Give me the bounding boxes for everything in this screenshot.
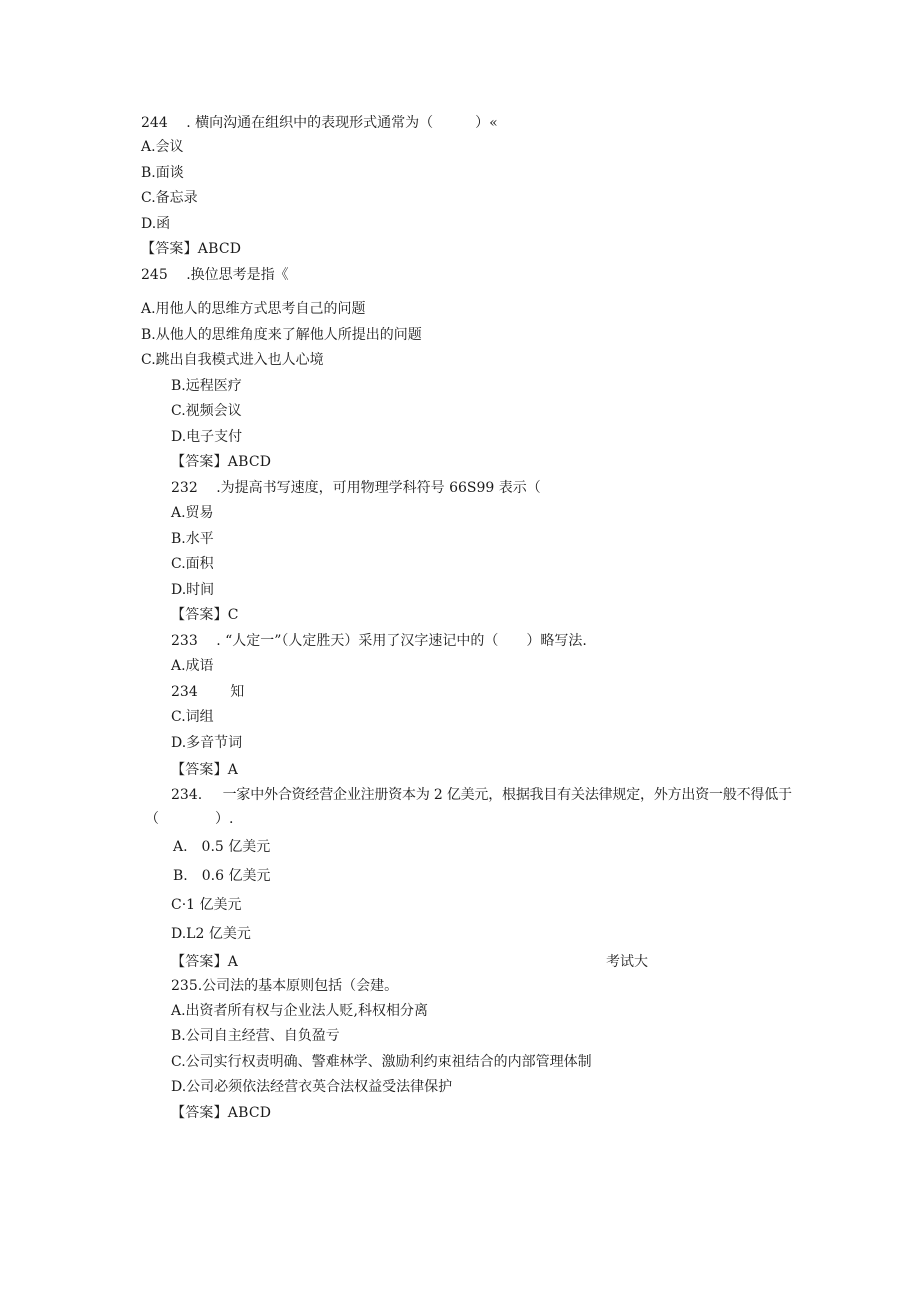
- answer: 【答案】C: [171, 607, 239, 623]
- option-c: C.词组: [171, 709, 214, 725]
- side-note: 考试大: [606, 954, 648, 970]
- option-a: A.用他人的思维方式思考自己的问题: [141, 301, 366, 317]
- option-d: D.公司必须依法经营衣英合法权益受法律保护: [171, 1079, 453, 1095]
- option-d: D.函: [141, 216, 171, 232]
- question-233: [171, 632, 587, 650]
- question-text: 一家中外合资经营企业注册资本为 2 亿美元，根据我目有关法律规定，外方出资一般不得低于: [222, 787, 792, 803]
- option-b: B.面谈: [141, 165, 184, 181]
- option-c: C.公司实行权责明确、警难林学、激励利约束祖结合的内部管理体制: [171, 1054, 592, 1070]
- question-text: .换位思考是指《: [186, 267, 289, 283]
- answer: 【答案】ABCD: [141, 241, 242, 257]
- answer: 【答案】ABCD: [171, 454, 272, 470]
- option-c: C.备忘录: [141, 190, 198, 206]
- option-b: B.水平: [171, 531, 214, 547]
- option-b: B.公司自主经营、自负盈亏: [171, 1028, 340, 1044]
- option-a: A.出资者所有权与企业法人贬,科权相分离: [171, 1003, 429, 1019]
- option-d: D.多音节词: [171, 735, 243, 751]
- question-232: [171, 479, 541, 497]
- question-number: 234: [171, 684, 198, 700]
- option-a: A.成语: [171, 658, 214, 674]
- option-b: B. 0.6 亿美元: [173, 868, 271, 884]
- question-text: . “人定一”（人定胜天）采用了汉字速记中的（ ）略写法.: [216, 633, 587, 649]
- question-number: 245: [141, 267, 168, 283]
- option-c: C.面积: [171, 556, 214, 572]
- option-b: B.远程医疗: [171, 378, 242, 394]
- option-a: A.贸易: [171, 505, 214, 521]
- question-245: [141, 266, 289, 284]
- option-a: A. 0.5 亿美元: [173, 839, 271, 855]
- question-text-continued: （ ）.: [145, 811, 234, 827]
- option-d: D.时间: [171, 582, 215, 598]
- question-text: .为提高书写速度，可用物理学科符号 66S99 表示（: [216, 480, 541, 496]
- option-c: C·1 亿美元: [171, 897, 242, 913]
- option-d: D.电子支付: [171, 429, 243, 445]
- question-235: 235.公司法的基本原则包括（会建。: [171, 978, 399, 994]
- question-text: 知: [230, 684, 245, 700]
- question-234-long: [171, 786, 792, 804]
- option-d: D.L2 亿美元: [171, 926, 251, 942]
- answer: 【答案】A: [171, 762, 239, 778]
- question-number: 233: [171, 633, 198, 649]
- question-244: [141, 114, 498, 132]
- option-c: C.视频会议: [171, 403, 242, 419]
- question-234: [171, 683, 244, 701]
- question-number: 244: [141, 115, 168, 131]
- question-number: 234.: [171, 787, 203, 803]
- option-b: B.从他人的思维角度来了解他人所提出的问题: [141, 327, 422, 343]
- option-c: C.跳出自我模式进入也人心境: [141, 352, 324, 368]
- answer: 【答案】ABCD: [171, 1105, 272, 1121]
- option-a: A.会议: [141, 139, 184, 155]
- question-text: . 横向沟通在组织中的表现形式通常为（ ）«: [186, 115, 498, 131]
- answer: 【答案】A: [171, 954, 239, 970]
- question-number: 232: [171, 480, 198, 496]
